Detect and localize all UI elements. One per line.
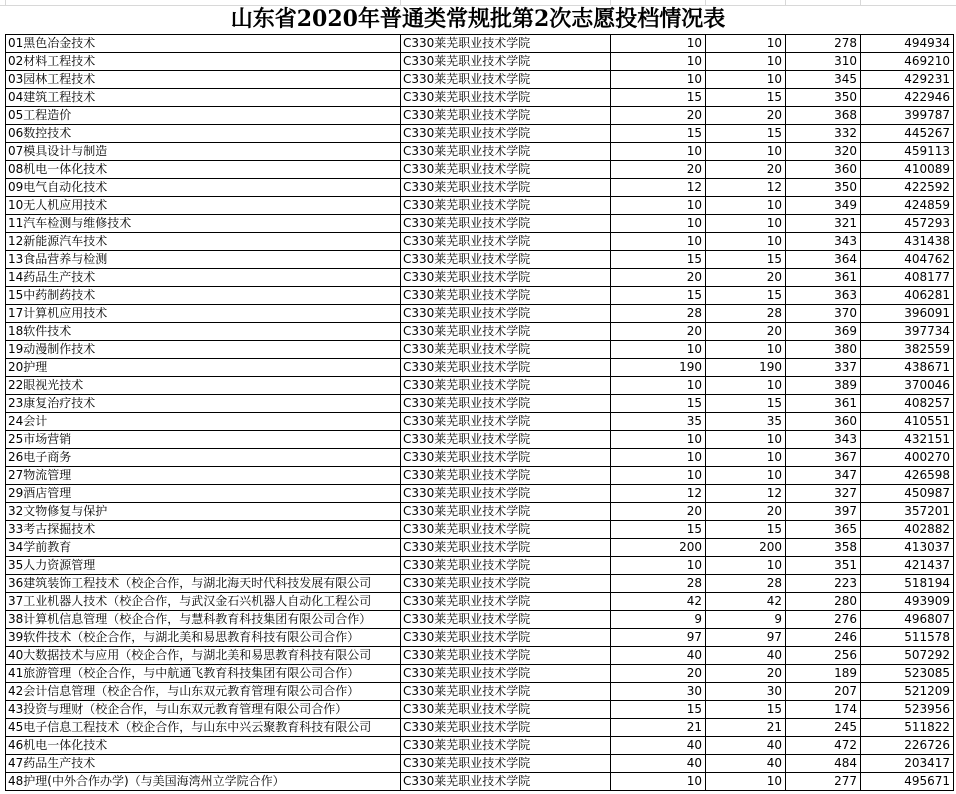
- admitted-count-cell[interactable]: 12: [706, 485, 786, 503]
- min-rank-cell[interactable]: 511822: [861, 719, 954, 737]
- major-cell[interactable]: 20护理: [6, 359, 401, 377]
- plan-count-cell[interactable]: 15: [611, 395, 706, 413]
- table-row: [6, 179, 954, 197]
- table-row: [6, 665, 954, 683]
- min-score-cell[interactable]: 207: [786, 683, 861, 701]
- plan-count-cell[interactable]: 15: [611, 125, 706, 143]
- major-cell[interactable]: 22眼视光技术: [6, 377, 401, 395]
- major-cell[interactable]: 10无人机应用技术: [6, 197, 401, 215]
- min-rank-cell[interactable]: 203417: [861, 755, 954, 773]
- min-score-cell[interactable]: 321: [786, 215, 861, 233]
- admitted-count-cell[interactable]: 10: [706, 467, 786, 485]
- admitted-count-cell[interactable]: 10: [706, 143, 786, 161]
- plan-count-cell[interactable]: 10: [611, 215, 706, 233]
- major-cell[interactable]: 46机电一体化技术: [6, 737, 401, 755]
- min-score-cell[interactable]: 368: [786, 107, 861, 125]
- min-score-cell[interactable]: 280: [786, 593, 861, 611]
- school-cell[interactable]: C330莱芜职业技术学院: [401, 539, 611, 557]
- min-rank-cell[interactable]: 496807: [861, 611, 954, 629]
- school-cell[interactable]: C330莱芜职业技术学院: [401, 71, 611, 89]
- major-cell[interactable]: 08机电一体化技术: [6, 161, 401, 179]
- school-cell[interactable]: C330莱芜职业技术学院: [401, 269, 611, 287]
- admitted-count-cell[interactable]: 10: [706, 53, 786, 71]
- min-rank-cell[interactable]: 469210: [861, 53, 954, 71]
- plan-count-cell[interactable]: 10: [611, 71, 706, 89]
- school-cell[interactable]: C330莱芜职业技术学院: [401, 773, 611, 791]
- table-row: [6, 269, 954, 287]
- plan-count-cell[interactable]: 10: [611, 35, 706, 53]
- min-score-cell[interactable]: 256: [786, 647, 861, 665]
- school-cell[interactable]: C330莱芜职业技术学院: [401, 341, 611, 359]
- major-cell[interactable]: 07模具设计与制造: [6, 143, 401, 161]
- school-cell[interactable]: C330莱芜职业技术学院: [401, 125, 611, 143]
- admitted-count-cell[interactable]: 20: [706, 503, 786, 521]
- major-cell[interactable]: 45电子信息工程技术（校企合作，与山东中兴云聚教育科技有限公司: [6, 719, 401, 737]
- table-row: [6, 107, 954, 125]
- min-rank-cell[interactable]: 357201: [861, 503, 954, 521]
- min-rank-cell[interactable]: 459113: [861, 143, 954, 161]
- plan-count-cell[interactable]: 10: [611, 773, 706, 791]
- plan-count-cell[interactable]: 10: [611, 377, 706, 395]
- min-score-cell[interactable]: 189: [786, 665, 861, 683]
- plan-count-cell[interactable]: 15: [611, 521, 706, 539]
- school-cell[interactable]: C330莱芜职业技术学院: [401, 215, 611, 233]
- admitted-count-cell[interactable]: 40: [706, 737, 786, 755]
- school-cell[interactable]: C330莱芜职业技术学院: [401, 179, 611, 197]
- table-row: [6, 593, 954, 611]
- plan-count-cell[interactable]: 10: [611, 341, 706, 359]
- school-cell[interactable]: C330莱芜职业技术学院: [401, 251, 611, 269]
- school-cell[interactable]: C330莱芜职业技术学院: [401, 287, 611, 305]
- school-cell[interactable]: C330莱芜职业技术学院: [401, 431, 611, 449]
- min-score-cell[interactable]: 365: [786, 521, 861, 539]
- min-score-cell[interactable]: 389: [786, 377, 861, 395]
- major-cell[interactable]: 39软件技术（校企合作，与湖北美和易思教育科技有限公司合作）: [6, 629, 401, 647]
- school-cell[interactable]: C330莱芜职业技术学院: [401, 143, 611, 161]
- school-cell[interactable]: C330莱芜职业技术学院: [401, 611, 611, 629]
- major-cell[interactable]: 29酒店管理: [6, 485, 401, 503]
- table-row: [6, 395, 954, 413]
- table-row: [6, 629, 954, 647]
- min-rank-cell[interactable]: 426598: [861, 467, 954, 485]
- plan-count-cell[interactable]: 15: [611, 89, 706, 107]
- major-cell[interactable]: 36建筑装饰工程技术（校企合作，与湖北海天时代科技发展有限公司: [6, 575, 401, 593]
- min-score-cell[interactable]: 347: [786, 467, 861, 485]
- school-cell[interactable]: C330莱芜职业技术学院: [401, 737, 611, 755]
- table-row: [6, 557, 954, 575]
- min-rank-cell[interactable]: 495671: [861, 773, 954, 791]
- plan-count-cell[interactable]: 42: [611, 593, 706, 611]
- table-row: [6, 773, 954, 791]
- min-score-cell[interactable]: 367: [786, 449, 861, 467]
- major-cell[interactable]: 41旅游管理（校企合作，与中航通飞教育科技集团有限公司合作）: [6, 665, 401, 683]
- min-score-cell[interactable]: 349: [786, 197, 861, 215]
- plan-count-cell[interactable]: 12: [611, 179, 706, 197]
- admitted-count-cell[interactable]: 20: [706, 323, 786, 341]
- admitted-count-cell[interactable]: 15: [706, 701, 786, 719]
- plan-count-cell[interactable]: 15: [611, 251, 706, 269]
- school-cell[interactable]: C330莱芜职业技术学院: [401, 233, 611, 251]
- plan-count-cell[interactable]: 10: [611, 467, 706, 485]
- table-row: [6, 647, 954, 665]
- admitted-count-cell[interactable]: 15: [706, 251, 786, 269]
- min-rank-cell[interactable]: 429231: [861, 71, 954, 89]
- table-row: [6, 143, 954, 161]
- plan-count-cell[interactable]: 28: [611, 305, 706, 323]
- min-score-cell[interactable]: 337: [786, 359, 861, 377]
- min-score-cell[interactable]: 369: [786, 323, 861, 341]
- table-row: [6, 71, 954, 89]
- admitted-count-cell[interactable]: 15: [706, 521, 786, 539]
- min-score-cell[interactable]: 361: [786, 269, 861, 287]
- min-score-cell[interactable]: 363: [786, 287, 861, 305]
- plan-count-cell[interactable]: 20: [611, 503, 706, 521]
- table-row: [6, 125, 954, 143]
- min-rank-cell[interactable]: 523956: [861, 701, 954, 719]
- table-row: [6, 449, 954, 467]
- school-cell[interactable]: C330莱芜职业技术学院: [401, 521, 611, 539]
- school-cell[interactable]: C330莱芜职业技术学院: [401, 755, 611, 773]
- table-row: [6, 575, 954, 593]
- min-score-cell[interactable]: 345: [786, 71, 861, 89]
- plan-count-cell[interactable]: 40: [611, 647, 706, 665]
- plan-count-cell[interactable]: 28: [611, 575, 706, 593]
- table-row: [6, 215, 954, 233]
- plan-count-cell[interactable]: 10: [611, 143, 706, 161]
- admitted-count-cell[interactable]: 10: [706, 215, 786, 233]
- admitted-count-cell[interactable]: 10: [706, 449, 786, 467]
- min-rank-cell[interactable]: 507292: [861, 647, 954, 665]
- plan-count-cell[interactable]: 30: [611, 683, 706, 701]
- min-score-cell[interactable]: 320: [786, 143, 861, 161]
- school-cell[interactable]: C330莱芜职业技术学院: [401, 359, 611, 377]
- admitted-count-cell[interactable]: 10: [706, 431, 786, 449]
- plan-count-cell[interactable]: 35: [611, 413, 706, 431]
- major-cell[interactable]: 25市场营销: [6, 431, 401, 449]
- min-rank-cell[interactable]: 396091: [861, 305, 954, 323]
- major-cell[interactable]: 27物流管理: [6, 467, 401, 485]
- major-cell[interactable]: 24会计: [6, 413, 401, 431]
- plan-count-cell[interactable]: 40: [611, 755, 706, 773]
- admitted-count-cell[interactable]: 28: [706, 575, 786, 593]
- table-row: [6, 737, 954, 755]
- table-row: [6, 539, 954, 557]
- school-cell[interactable]: C330莱芜职业技术学院: [401, 629, 611, 647]
- table-row: [6, 719, 954, 737]
- min-rank-cell[interactable]: 523085: [861, 665, 954, 683]
- table-row: [6, 161, 954, 179]
- table-row: [6, 359, 954, 377]
- school-cell[interactable]: C330莱芜职业技术学院: [401, 161, 611, 179]
- school-cell[interactable]: C330莱芜职业技术学院: [401, 575, 611, 593]
- plan-count-cell[interactable]: 190: [611, 359, 706, 377]
- admitted-count-cell[interactable]: 10: [706, 197, 786, 215]
- min-score-cell[interactable]: 360: [786, 161, 861, 179]
- major-cell[interactable]: 38计算机信息管理（校企合作，与慧科教育科技集团有限公司合作）: [6, 611, 401, 629]
- school-cell[interactable]: C330莱芜职业技术学院: [401, 557, 611, 575]
- major-cell[interactable]: 02材料工程技术: [6, 53, 401, 71]
- min-score-cell[interactable]: 276: [786, 611, 861, 629]
- table-row: [6, 431, 954, 449]
- major-cell[interactable]: 03园林工程技术: [6, 71, 401, 89]
- table-row: [6, 413, 954, 431]
- min-score-cell[interactable]: 397: [786, 503, 861, 521]
- min-score-cell[interactable]: 358: [786, 539, 861, 557]
- school-cell[interactable]: C330莱芜职业技术学院: [401, 683, 611, 701]
- table-row: [6, 611, 954, 629]
- min-rank-cell[interactable]: 432151: [861, 431, 954, 449]
- admitted-count-cell[interactable]: 30: [706, 683, 786, 701]
- min-rank-cell[interactable]: 226726: [861, 737, 954, 755]
- major-cell[interactable]: 14药品生产技术: [6, 269, 401, 287]
- table-row: [6, 467, 954, 485]
- table-row: [6, 341, 954, 359]
- plan-count-cell[interactable]: 15: [611, 701, 706, 719]
- min-rank-cell[interactable]: 511578: [861, 629, 954, 647]
- table-row: [6, 323, 954, 341]
- min-score-cell[interactable]: 351: [786, 557, 861, 575]
- min-score-cell[interactable]: 364: [786, 251, 861, 269]
- major-cell[interactable]: 09电气自动化技术: [6, 179, 401, 197]
- table-row: [6, 701, 954, 719]
- min-score-cell[interactable]: 484: [786, 755, 861, 773]
- school-cell[interactable]: C330莱芜职业技术学院: [401, 53, 611, 71]
- school-cell[interactable]: C330莱芜职业技术学院: [401, 89, 611, 107]
- major-cell[interactable]: 19动漫制作技术: [6, 341, 401, 359]
- min-score-cell[interactable]: 332: [786, 125, 861, 143]
- major-cell[interactable]: 17计算机应用技术: [6, 305, 401, 323]
- min-score-cell[interactable]: 277: [786, 773, 861, 791]
- min-score-cell[interactable]: 343: [786, 431, 861, 449]
- min-rank-cell[interactable]: 450987: [861, 485, 954, 503]
- min-rank-cell[interactable]: 397734: [861, 323, 954, 341]
- min-rank-cell[interactable]: 422946: [861, 89, 954, 107]
- school-cell[interactable]: C330莱芜职业技术学院: [401, 665, 611, 683]
- admitted-count-cell[interactable]: 35: [706, 413, 786, 431]
- table-row: [6, 755, 954, 773]
- school-cell[interactable]: C330莱芜职业技术学院: [401, 593, 611, 611]
- admitted-count-cell[interactable]: 42: [706, 593, 786, 611]
- plan-count-cell[interactable]: 10: [611, 233, 706, 251]
- school-cell[interactable]: C330莱芜职业技术学院: [401, 107, 611, 125]
- min-rank-cell[interactable]: 404762: [861, 251, 954, 269]
- min-rank-cell[interactable]: 410551: [861, 413, 954, 431]
- major-cell[interactable]: 48护理(中外合作办学)（与美国海湾州立学院合作）: [6, 773, 401, 791]
- admitted-count-cell[interactable]: 9: [706, 611, 786, 629]
- admitted-count-cell[interactable]: 20: [706, 107, 786, 125]
- plan-count-cell[interactable]: 40: [611, 737, 706, 755]
- major-cell[interactable]: 33考古探掘技术: [6, 521, 401, 539]
- admitted-count-cell[interactable]: 12: [706, 179, 786, 197]
- plan-count-cell[interactable]: 10: [611, 197, 706, 215]
- plan-count-cell[interactable]: 20: [611, 323, 706, 341]
- min-score-cell[interactable]: 327: [786, 485, 861, 503]
- min-rank-cell[interactable]: 382559: [861, 341, 954, 359]
- school-cell[interactable]: C330莱芜职业技术学院: [401, 503, 611, 521]
- table-row: [6, 251, 954, 269]
- min-rank-cell[interactable]: 410089: [861, 161, 954, 179]
- min-rank-cell[interactable]: 424859: [861, 197, 954, 215]
- major-cell[interactable]: 37工业机器人技术（校企合作，与武汉金石兴机器人自动化工程公司: [6, 593, 401, 611]
- school-cell[interactable]: C330莱芜职业技术学院: [401, 485, 611, 503]
- school-cell[interactable]: C330莱芜职业技术学院: [401, 719, 611, 737]
- min-rank-cell[interactable]: 422592: [861, 179, 954, 197]
- major-cell[interactable]: 26电子商务: [6, 449, 401, 467]
- school-cell[interactable]: C330莱芜职业技术学院: [401, 449, 611, 467]
- school-cell[interactable]: C330莱芜职业技术学院: [401, 701, 611, 719]
- major-cell[interactable]: 15中药制药技术: [6, 287, 401, 305]
- admitted-count-cell[interactable]: 10: [706, 35, 786, 53]
- table-row: [6, 287, 954, 305]
- plan-count-cell[interactable]: 20: [611, 269, 706, 287]
- min-score-cell[interactable]: 370: [786, 305, 861, 323]
- min-rank-cell[interactable]: 438671: [861, 359, 954, 377]
- min-score-cell[interactable]: 350: [786, 89, 861, 107]
- admitted-count-cell[interactable]: 15: [706, 395, 786, 413]
- major-cell[interactable]: 42会计信息管理（校企合作，与山东双元教育管理有限公司合作）: [6, 683, 401, 701]
- min-rank-cell[interactable]: 494934: [861, 35, 954, 53]
- plan-count-cell[interactable]: 15: [611, 287, 706, 305]
- school-cell[interactable]: C330莱芜职业技术学院: [401, 395, 611, 413]
- min-rank-cell[interactable]: 431438: [861, 233, 954, 251]
- table-row: [6, 683, 954, 701]
- admitted-count-cell[interactable]: 20: [706, 161, 786, 179]
- plan-count-cell[interactable]: 12: [611, 485, 706, 503]
- major-cell[interactable]: 35人力资源管理: [6, 557, 401, 575]
- major-cell[interactable]: 32文物修复与保护: [6, 503, 401, 521]
- table-row: [6, 485, 954, 503]
- min-score-cell[interactable]: 343: [786, 233, 861, 251]
- major-cell[interactable]: 18软件技术: [6, 323, 401, 341]
- school-cell[interactable]: C330莱芜职业技术学院: [401, 305, 611, 323]
- plan-count-cell[interactable]: 9: [611, 611, 706, 629]
- major-cell[interactable]: 06数控技术: [6, 125, 401, 143]
- admitted-count-cell[interactable]: 190: [706, 359, 786, 377]
- min-rank-cell[interactable]: 445267: [861, 125, 954, 143]
- plan-count-cell[interactable]: 10: [611, 449, 706, 467]
- admitted-count-cell[interactable]: 10: [706, 71, 786, 89]
- admitted-count-cell[interactable]: 40: [706, 647, 786, 665]
- min-rank-cell[interactable]: 402882: [861, 521, 954, 539]
- major-cell[interactable]: 23康复治疗技术: [6, 395, 401, 413]
- major-cell[interactable]: 01黑色冶金技术: [6, 35, 401, 53]
- school-cell[interactable]: C330莱芜职业技术学院: [401, 647, 611, 665]
- min-score-cell[interactable]: 245: [786, 719, 861, 737]
- min-rank-cell[interactable]: 421437: [861, 557, 954, 575]
- plan-count-cell[interactable]: 10: [611, 53, 706, 71]
- admitted-count-cell[interactable]: 20: [706, 665, 786, 683]
- table-row: [6, 377, 954, 395]
- admitted-count-cell[interactable]: 97: [706, 629, 786, 647]
- plan-count-cell[interactable]: 200: [611, 539, 706, 557]
- min-score-cell[interactable]: 223: [786, 575, 861, 593]
- major-cell[interactable]: 34学前教育: [6, 539, 401, 557]
- plan-count-cell[interactable]: 20: [611, 107, 706, 125]
- major-cell[interactable]: 13食品营养与检测: [6, 251, 401, 269]
- min-score-cell[interactable]: 472: [786, 737, 861, 755]
- admitted-count-cell[interactable]: 10: [706, 233, 786, 251]
- table-row: [6, 233, 954, 251]
- table-row: [6, 521, 954, 539]
- min-score-cell[interactable]: 278: [786, 35, 861, 53]
- major-cell[interactable]: 12新能源汽车技术: [6, 233, 401, 251]
- admitted-count-cell[interactable]: 21: [706, 719, 786, 737]
- table-row: [6, 305, 954, 323]
- admitted-count-cell[interactable]: 15: [706, 89, 786, 107]
- admitted-count-cell[interactable]: 10: [706, 557, 786, 575]
- table-row: [6, 503, 954, 521]
- admitted-count-cell[interactable]: 28: [706, 305, 786, 323]
- plan-count-cell[interactable]: 20: [611, 665, 706, 683]
- min-score-cell[interactable]: 310: [786, 53, 861, 71]
- table-row: [6, 53, 954, 71]
- sheet-title: 山东省2020年普通类常规批第2次志愿投档情况表: [230, 6, 726, 32]
- min-rank-cell[interactable]: 370046: [861, 377, 954, 395]
- major-cell[interactable]: 05工程造价: [6, 107, 401, 125]
- table-row: [6, 35, 954, 53]
- min-score-cell[interactable]: 380: [786, 341, 861, 359]
- admission-table: [5, 34, 954, 791]
- min-rank-cell[interactable]: 408177: [861, 269, 954, 287]
- min-score-cell[interactable]: 246: [786, 629, 861, 647]
- min-rank-cell[interactable]: 406281: [861, 287, 954, 305]
- plan-count-cell[interactable]: 10: [611, 431, 706, 449]
- school-cell[interactable]: C330莱芜职业技术学院: [401, 323, 611, 341]
- min-score-cell[interactable]: 350: [786, 179, 861, 197]
- school-cell[interactable]: C330莱芜职业技术学院: [401, 197, 611, 215]
- major-cell[interactable]: 43投资与理财（校企合作，与山东双元教育管理有限公司合作）: [6, 701, 401, 719]
- table-row: [6, 197, 954, 215]
- min-rank-cell[interactable]: 493909: [861, 593, 954, 611]
- major-cell[interactable]: 40大数据技术与应用（校企合作，与湖北美和易思教育科技有限公司: [6, 647, 401, 665]
- major-cell[interactable]: 47药品生产技术: [6, 755, 401, 773]
- min-rank-cell[interactable]: 400270: [861, 449, 954, 467]
- min-rank-cell[interactable]: 518194: [861, 575, 954, 593]
- school-cell[interactable]: C330莱芜职业技术学院: [401, 35, 611, 53]
- plan-count-cell[interactable]: 20: [611, 161, 706, 179]
- min-rank-cell[interactable]: 413037: [861, 539, 954, 557]
- admitted-count-cell[interactable]: 15: [706, 125, 786, 143]
- admitted-count-cell[interactable]: 20: [706, 269, 786, 287]
- admitted-count-cell[interactable]: 40: [706, 755, 786, 773]
- plan-count-cell[interactable]: 21: [611, 719, 706, 737]
- admitted-count-cell[interactable]: 10: [706, 341, 786, 359]
- min-rank-cell[interactable]: 408257: [861, 395, 954, 413]
- admitted-count-cell[interactable]: 10: [706, 773, 786, 791]
- min-rank-cell[interactable]: 399787: [861, 107, 954, 125]
- school-cell[interactable]: C330莱芜职业技术学院: [401, 467, 611, 485]
- school-cell[interactable]: C330莱芜职业技术学院: [401, 413, 611, 431]
- major-cell[interactable]: 04建筑工程技术: [6, 89, 401, 107]
- min-score-cell[interactable]: 360: [786, 413, 861, 431]
- admitted-count-cell[interactable]: 10: [706, 377, 786, 395]
- min-rank-cell[interactable]: 457293: [861, 215, 954, 233]
- plan-count-cell[interactable]: 10: [611, 557, 706, 575]
- min-rank-cell[interactable]: 521209: [861, 683, 954, 701]
- table-body: [6, 35, 954, 791]
- table-row: [6, 89, 954, 107]
- major-cell[interactable]: 11汽车检测与维修技术: [6, 215, 401, 233]
- min-score-cell[interactable]: 361: [786, 395, 861, 413]
- min-score-cell[interactable]: 174: [786, 701, 861, 719]
- admitted-count-cell[interactable]: 200: [706, 539, 786, 557]
- plan-count-cell[interactable]: 97: [611, 629, 706, 647]
- school-cell[interactable]: C330莱芜职业技术学院: [401, 377, 611, 395]
- admitted-count-cell[interactable]: 15: [706, 287, 786, 305]
